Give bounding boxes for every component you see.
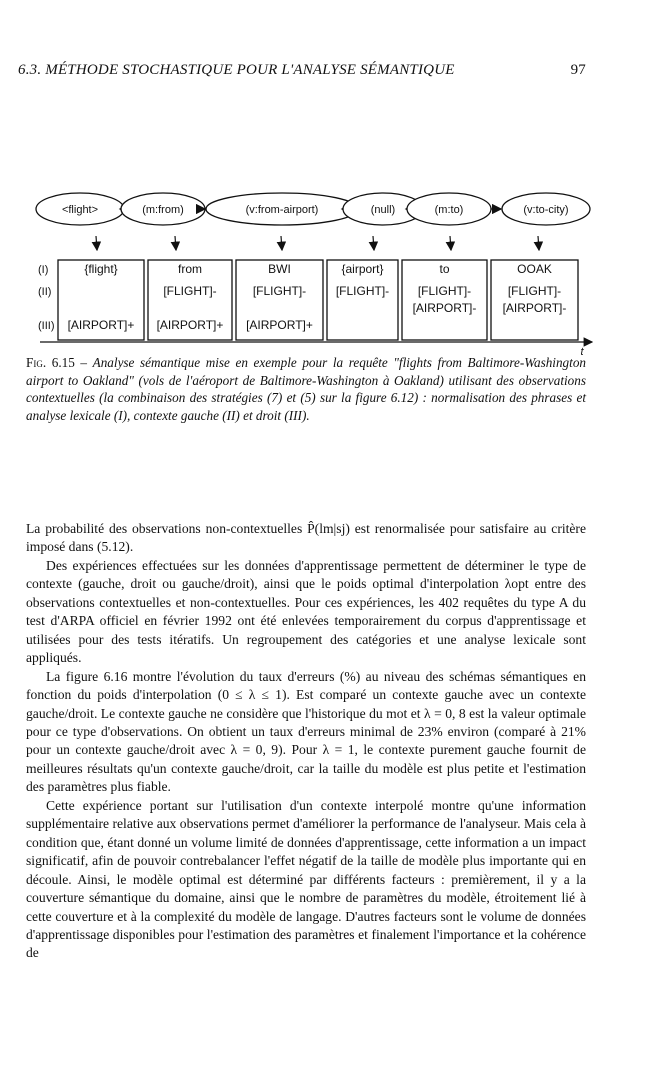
observation-cell: [AIRPORT]+ (156, 318, 224, 332)
hmm-state-chain (36, 193, 590, 250)
figure-label: Fig. 6.15 – (26, 355, 88, 370)
semantic-analysis-figure (0, 0, 650, 380)
observation-cell: [FLIGHT]- (417, 284, 472, 298)
observation-cell: {airport} (341, 262, 384, 276)
observation-cell: [AIRPORT]+ (67, 318, 135, 332)
row-label: (I) (38, 264, 49, 276)
figure-caption (26, 354, 586, 424)
observation-cell: OOAK (517, 262, 552, 276)
state-node-label: (m:to) (434, 204, 464, 216)
observation-table (38, 260, 592, 358)
row-label: (III) (38, 320, 55, 332)
paragraph: Des expériences effectuées sur les données d'apprentissage permettent de déterminer le type de contexte (gauche, droit ou gauche/droit), ainsi que le poids optimal d'interpolation λopt entre des observations contextuelles et non-contextuelles. Pour ces expériences, les 402 requêtes du type A du test d'ARPA officiel en février 1992 ont été enlevées temporairement du corpus d'apprentissage et utilisées pour des tests itératifs. Un regroupement des catégories et une analyse lexicale sont appliqués. (26, 557, 586, 666)
body-text (26, 520, 586, 963)
state-node-label: (v:from-airport) (245, 204, 319, 216)
emission-arrow (281, 236, 282, 250)
row-label: (II) (38, 286, 52, 298)
page-number: 97 (570, 62, 586, 78)
observation-cell: [AIRPORT]- (412, 301, 477, 315)
state-node-label: (null) (370, 204, 396, 216)
time-axis-label: t (580, 346, 584, 358)
emission-arrow (450, 236, 451, 250)
observation-cell: [FLIGHT]- (335, 284, 390, 298)
observation-cell: [FLIGHT]- (163, 284, 217, 298)
paragraph: La probabilité des observations non-contextuelles P̂(lm|sj) est renormalisée pour satisfaire au critère imposé dans (5.12). (26, 521, 586, 555)
emission-arrow (175, 236, 176, 250)
observation-cell: [AIRPORT]- (502, 301, 567, 315)
state-node-label: <flight> (61, 204, 99, 216)
observation-cell: to (439, 262, 450, 276)
observation-cell: [FLIGHT]- (507, 284, 562, 298)
emission-arrow (538, 236, 539, 250)
state-node-label: (v:to-city) (523, 204, 569, 216)
paragraph: La figure 6.16 montre l'évolution du taux d'erreurs (%) au niveau des schémas sémantiques en fonction du poids d'interpolation (0 ≤ λ ≤ 1). Est comparé un contexte gauche avec un contexte gauche/droit. Le contexte gauche ne considère que l'historique du mot et λ = 0, 8 est la valeur optimale pour ce type d'observations. On obtient un taux d'erreurs minimal de 23% environ (comparé à 21% pour un contexte gauche/droit avec λ = 0, 9). Pour λ = 1, le contexte purement gauche fournit de meilleures résultats qu'un contexte gauche/droit, car la taille du modèle est plus petite et l'estimation des paramètres plus fiable. (26, 668, 586, 795)
state-node-label: (m:from) (142, 204, 184, 216)
emission-arrow (96, 236, 97, 250)
observation-cell: from (178, 262, 202, 276)
observation-cell: BWI (268, 262, 291, 276)
emission-arrow (373, 236, 374, 250)
observation-cell: [FLIGHT]- (252, 284, 307, 298)
observation-cell: [AIRPORT]+ (246, 318, 313, 332)
paragraph: Cette expérience portant sur l'utilisation d'un contexte interpolé montre qu'une information supplémentaire relative aux observations permet d'améliorer la performance de l'analyseur. Mais cela à condition que, étant donné un volume limité de données d'apprentissage, cette information a un impact significatif, afin de pouvoir contrebalancer l'effet négatif de la taille de modèle plus importante qui en découle. Ainsi, le modèle optimal est déterminé par différents facteurs : premièrement, il y a la couverture sémantique du domaine, ainsi que le nombre de paramètres du modèle, étroitement lié à cette couverture et à la complexité du modèle de langage. D'autres facteurs sont le volume de données d'apprentissage disponibles pour l'estimation des paramètres et finalement l'importance et la cohérence de (26, 797, 586, 961)
section-title: 6.3. MÉTHODE STOCHASTIQUE POUR L'ANALYSE SÉMANTIQUE (18, 62, 455, 78)
figure-caption-text: Analyse sémantique mise en exemple pour la requête "flights from Baltimore-Washington airport to Oakland" (vols de l'aéroport de Baltimore-Washington à Oakland) utilisant des observations contextuelles (la combinaison des stratégies (7) et (5) sur la figure 6.12) : normalisation des phrases et analyse lexicale (I), contexte gauche (II) et droit (III). (26, 355, 587, 423)
observation-cell: {flight} (84, 262, 118, 276)
